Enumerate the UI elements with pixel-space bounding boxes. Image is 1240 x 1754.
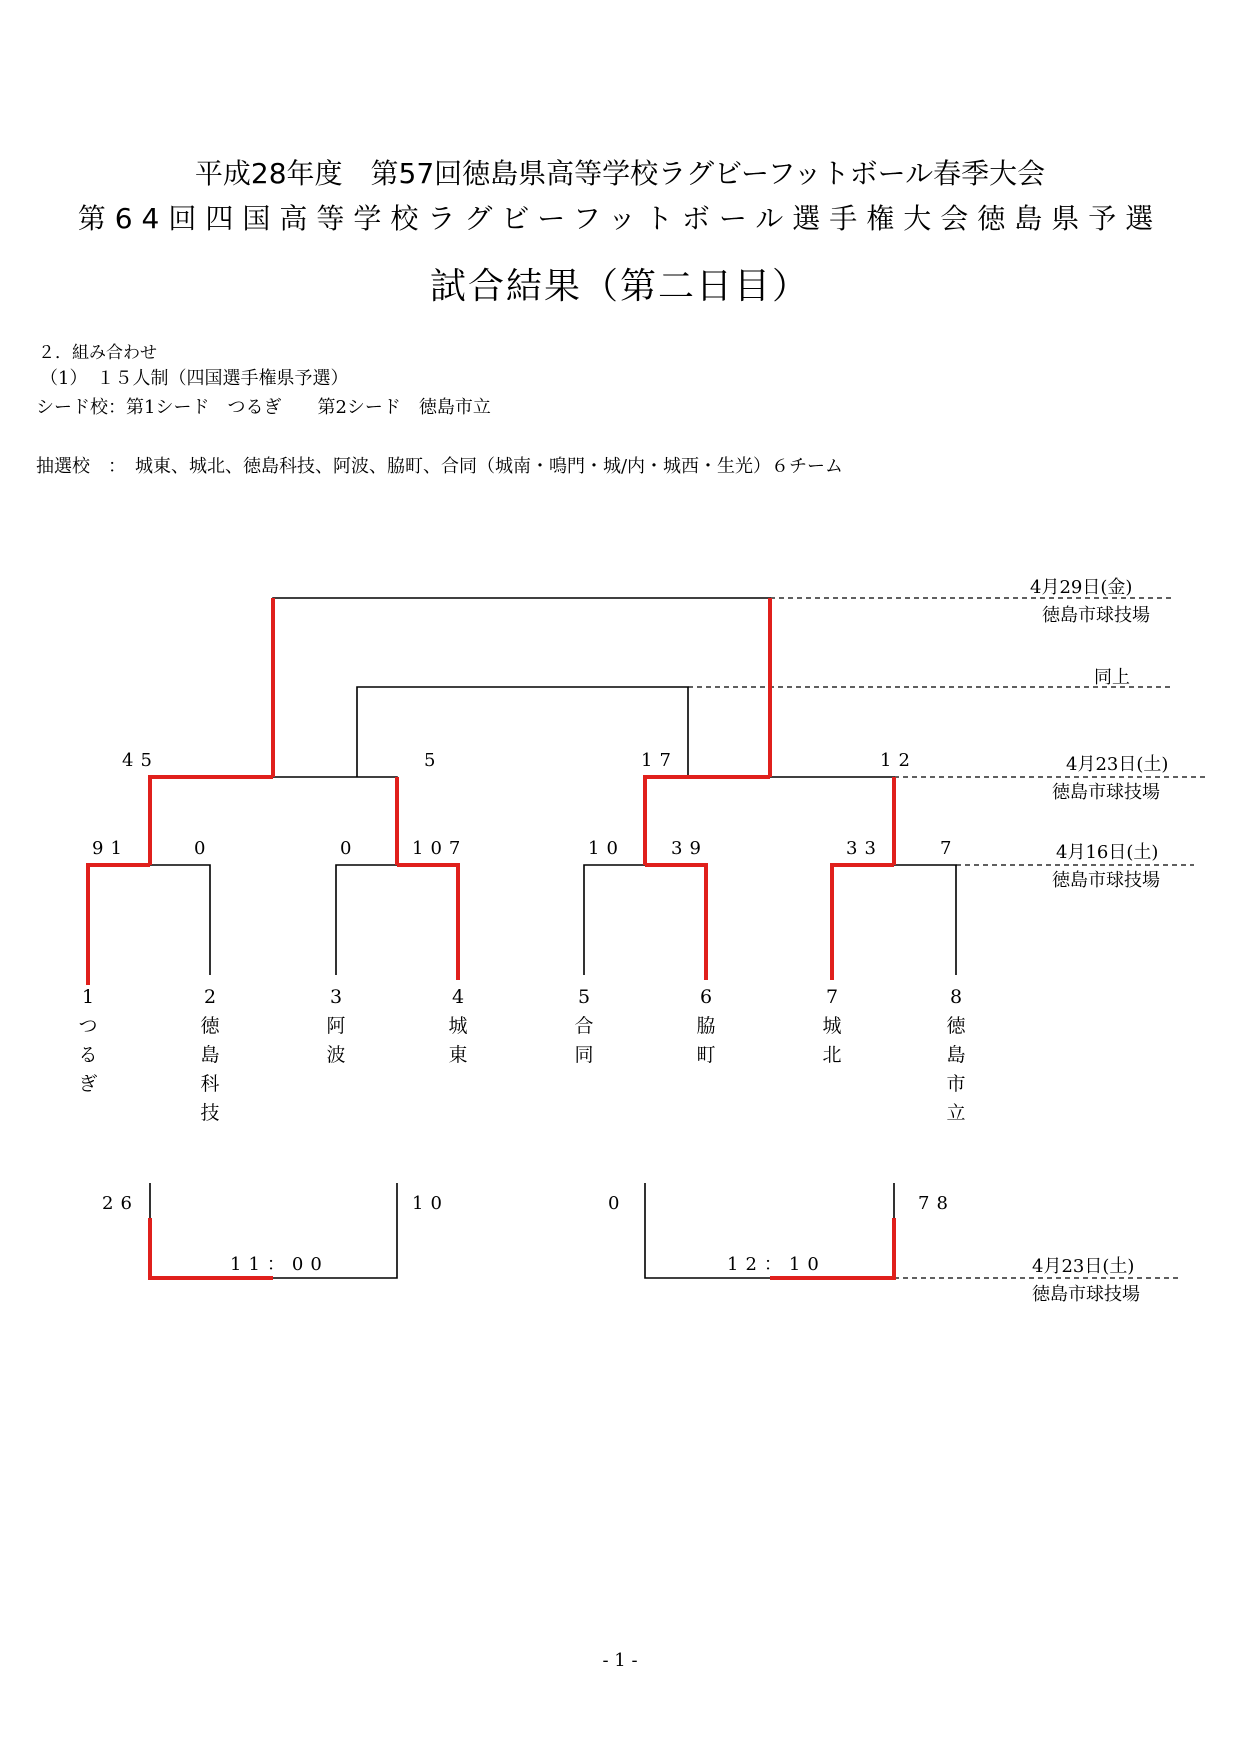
team-name: 合同	[574, 1015, 594, 1066]
results-title: 試合結果（第二日目）	[429, 266, 810, 307]
team-name: 徳島市立	[946, 1015, 966, 1124]
score-r1-4: 107	[412, 838, 468, 859]
score-r2-4: 12	[880, 750, 917, 771]
team-1	[73, 983, 103, 1099]
team-6	[691, 983, 721, 1070]
seed-schools: シード校：第1シード つるぎ 第2シード 徳島市立	[36, 397, 491, 418]
score-r1-3: 0	[340, 838, 359, 859]
score-r1-1: 91	[92, 838, 129, 859]
score-r1-6: 39	[671, 838, 708, 859]
cons-score-3: 0	[608, 1193, 627, 1214]
team-2	[195, 983, 225, 1128]
score-r2-2: 5	[424, 750, 443, 771]
drawn-schools: 抽選校 ： 城東、城北、徳島科技、阿波、脇町、合同（城南・鳴門・城/内・城西・生光）６チーム	[36, 456, 844, 477]
score-r1-7: 33	[846, 838, 883, 859]
team-number: 6	[699, 986, 713, 1008]
subsection-heading: （1） １５人制（四国選手権県予選）	[40, 368, 349, 389]
semi-date: 4月23日(土)	[1066, 754, 1169, 775]
team-5	[569, 983, 599, 1070]
consolation-venue: 徳島市球技場	[1032, 1284, 1140, 1305]
score-r2-1: 45	[122, 750, 159, 771]
r1-venue: 徳島市球技場	[1052, 870, 1160, 891]
score-r1-5: 10	[588, 838, 625, 859]
kickoff-time-1: 11：00	[230, 1254, 329, 1275]
consolation-date: 4月23日(土)	[1032, 1256, 1135, 1277]
team-4	[443, 983, 473, 1070]
winner-paths	[88, 598, 894, 1278]
team-name: 徳島科技	[200, 1015, 220, 1124]
score-r1-2: 0	[194, 838, 213, 859]
team-name: 城北	[822, 1015, 842, 1066]
cons-score-2: 10	[412, 1193, 449, 1214]
team-number: 7	[825, 986, 839, 1008]
semi-venue: 徳島市球技場	[1052, 782, 1160, 803]
cons-score-4: 78	[918, 1193, 955, 1214]
page-number: - 1 -	[602, 1650, 638, 1671]
final-venue: 徳島市球技場	[1042, 605, 1150, 626]
score-r2-3: 17	[641, 750, 678, 771]
third-place-schedule: 同上	[1094, 667, 1130, 688]
qualifier-title: 第64回四国高等学校ラグビーフットボール選手権大会徳島県予選	[77, 202, 1163, 235]
team-number: 2	[203, 986, 217, 1008]
score-r1-8: 7	[940, 838, 959, 859]
team-7	[817, 983, 847, 1070]
final-date: 4月29日(金)	[1030, 577, 1133, 598]
r1-date: 4月16日(土)	[1056, 842, 1159, 863]
team-number: 5	[577, 986, 591, 1008]
team-name: つるぎ	[78, 1015, 98, 1095]
team-8	[941, 983, 971, 1128]
team-number: 1	[81, 986, 95, 1008]
team-name: 阿波	[326, 1015, 346, 1066]
team-number: 3	[329, 986, 343, 1008]
team-3	[321, 983, 351, 1070]
schedule-leaders	[688, 598, 1208, 1278]
team-number: 4	[451, 986, 465, 1008]
team-number: 8	[949, 986, 963, 1008]
bracket-lines	[88, 598, 959, 1278]
kickoff-time-2: 12：10	[727, 1254, 826, 1275]
team-name: 脇町	[696, 1015, 716, 1066]
tournament-title: 平成28年度 第57回徳島県高等学校ラグビーフットボール春季大会	[194, 157, 1046, 190]
team-name: 城東	[448, 1015, 468, 1066]
cons-score-1: 26	[102, 1193, 139, 1214]
section-heading: ２．組み合わせ	[38, 343, 157, 363]
